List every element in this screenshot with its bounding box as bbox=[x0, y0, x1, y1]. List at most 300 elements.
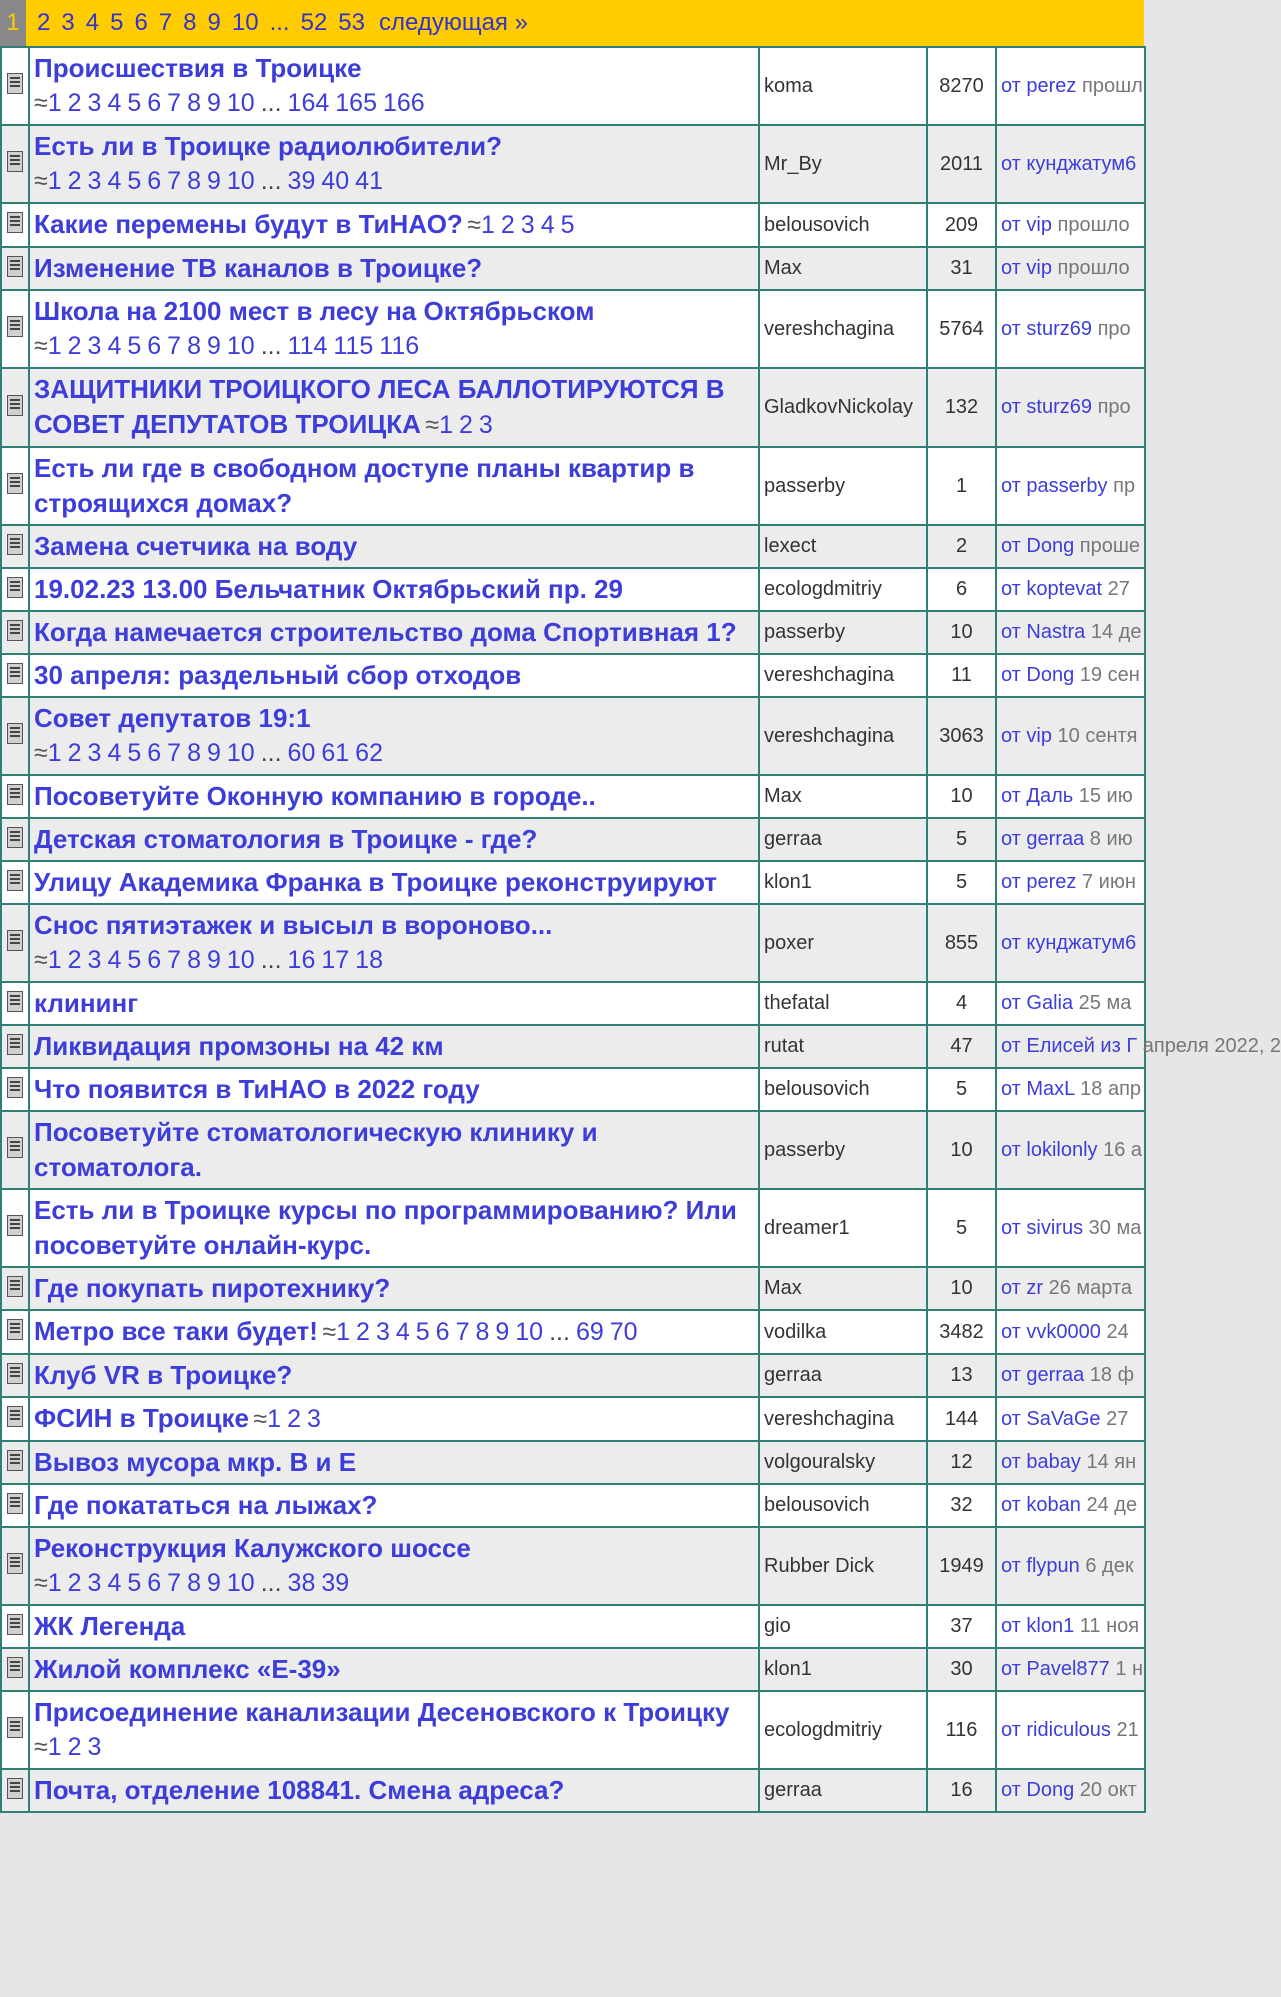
topic-author: gio bbox=[759, 1605, 927, 1648]
last-post-author-link[interactable]: от flypun bbox=[1001, 1554, 1080, 1577]
topic-row bbox=[1, 203, 1145, 247]
topic-page-link[interactable]: 3 bbox=[87, 332, 102, 360]
page-link[interactable]: 9 bbox=[207, 9, 221, 36]
topic-title-link[interactable]: 30 апреля: раздельный сбор отходов bbox=[34, 660, 522, 690]
topic-cell bbox=[29, 568, 759, 611]
last-post-author-link[interactable]: от gerraa bbox=[1001, 1364, 1085, 1386]
last-post-author-link[interactable]: от lokilonly bbox=[1001, 1138, 1098, 1161]
topic-icon-cell bbox=[1, 861, 29, 904]
topic-row bbox=[1, 654, 1145, 697]
page-links-tail bbox=[290, 9, 365, 37]
document-icon bbox=[7, 1717, 23, 1738]
topic-page-link[interactable]: 8 bbox=[187, 1569, 201, 1597]
last-post-author-link[interactable]: от Dong bbox=[1001, 1779, 1075, 1801]
topic-author: Mr_By bbox=[759, 125, 927, 203]
topic-page-link[interactable]: 3 bbox=[87, 1733, 102, 1761]
topic-page-link[interactable]: 2 bbox=[287, 1405, 301, 1433]
last-post-author-link[interactable]: от vip bbox=[1001, 257, 1052, 279]
page-link[interactable]: 8 bbox=[183, 9, 197, 36]
pages-ellipsis: ... bbox=[260, 332, 282, 360]
last-post-time: 1 н bbox=[1115, 1658, 1144, 1680]
topic-page-link[interactable]: 2 bbox=[500, 211, 515, 239]
topic-title-link[interactable]: Что появится в ТиНАО в 2022 году bbox=[34, 1074, 480, 1104]
topic-page-link[interactable]: 5 bbox=[127, 332, 142, 360]
topic-icon-cell bbox=[1, 611, 29, 654]
topic-title-link[interactable]: Есть ли в Троицке радиолюбители? bbox=[34, 131, 503, 161]
topic-page-links bbox=[34, 946, 389, 974]
topic-page-link[interactable]: 166 bbox=[382, 89, 425, 117]
topic-page-link[interactable]: 115 bbox=[333, 332, 374, 360]
topic-title-link[interactable]: Происшествия в Троицке bbox=[34, 53, 362, 83]
topic-author: koma bbox=[759, 47, 927, 125]
topic-page-link[interactable]: 4 bbox=[107, 167, 122, 195]
last-post-cell bbox=[996, 1189, 1145, 1267]
topic-title-link[interactable]: Есть ли в Троицке курсы по программированию? Или посоветуйте онлайн-курс. bbox=[34, 1195, 737, 1260]
document-icon bbox=[7, 1215, 23, 1236]
topic-page-link[interactable]: 1 bbox=[47, 89, 62, 117]
topic-title-link[interactable]: Почта, отделение 108841. Смена адреса? bbox=[34, 1775, 565, 1805]
topic-title-link[interactable]: Ликвидация промзоны на 42 км bbox=[34, 1031, 444, 1061]
pages-approx-icon: ≈ bbox=[34, 946, 48, 974]
last-post-author-link[interactable]: от Galia bbox=[1001, 992, 1074, 1014]
topic-cell bbox=[29, 654, 759, 697]
topic-cell bbox=[29, 818, 759, 861]
topic-cell bbox=[29, 290, 759, 368]
last-post-time: 19 сен bbox=[1079, 664, 1140, 686]
topic-page-link[interactable]: 5 bbox=[127, 1569, 142, 1597]
topic-page-link[interactable]: 165 bbox=[335, 89, 377, 117]
last-post-author-link[interactable]: от koptevat bbox=[1001, 578, 1103, 600]
page-link[interactable]: 2 bbox=[37, 9, 51, 36]
document-icon bbox=[7, 1406, 23, 1427]
topic-page-link[interactable]: 7 bbox=[167, 946, 182, 974]
topic-title-link[interactable]: Присоединение канализации Десеновского к Троицку bbox=[34, 1697, 730, 1727]
topic-title-link[interactable]: Вывоз мусора мкр. В и Е bbox=[34, 1447, 357, 1477]
last-post-cell bbox=[996, 1648, 1145, 1691]
pagination-ellipsis: ... bbox=[269, 9, 290, 36]
topic-row bbox=[1, 1648, 1145, 1691]
topic-row bbox=[1, 1310, 1145, 1354]
topic-page-link[interactable]: 4 bbox=[107, 1569, 122, 1597]
last-post-cell bbox=[996, 775, 1145, 818]
topic-page-link[interactable]: 3 bbox=[306, 1405, 321, 1433]
topic-page-link[interactable]: 41 bbox=[355, 167, 383, 195]
document-icon bbox=[7, 151, 23, 172]
last-post-time: 10 сентя bbox=[1057, 724, 1138, 747]
topic-page-link[interactable]: 3 bbox=[87, 1569, 102, 1597]
topic-page-link[interactable]: 4 bbox=[107, 946, 122, 974]
topic-page-links bbox=[425, 411, 498, 439]
topic-page-link[interactable]: 2 bbox=[67, 167, 82, 195]
last-post-author-link[interactable]: от SaVaGe bbox=[1001, 1407, 1101, 1430]
topic-page-link[interactable]: 4 bbox=[540, 211, 555, 239]
topic-page-link[interactable]: 8 bbox=[187, 946, 201, 974]
topic-page-link[interactable]: 9 bbox=[206, 89, 221, 117]
topic-page-link[interactable]: 10 bbox=[226, 1569, 255, 1597]
topic-page-link[interactable]: 1 bbox=[480, 211, 495, 239]
last-post-author-link[interactable]: от кунджатум6 bbox=[1001, 152, 1137, 175]
topic-page-link[interactable]: 16 bbox=[287, 946, 316, 974]
topic-page-link[interactable]: 9 bbox=[206, 1569, 221, 1597]
last-post-cell bbox=[996, 654, 1145, 697]
topic-page-link[interactable]: 10 bbox=[226, 332, 255, 360]
topic-title-link[interactable]: Школа на 2100 мест в лесу на Октябрьском bbox=[34, 296, 595, 326]
document-icon bbox=[7, 930, 23, 951]
topic-row bbox=[1, 818, 1145, 861]
last-post-author-link[interactable]: от sturz69 bbox=[1001, 317, 1092, 340]
topic-page-link[interactable]: 5 bbox=[415, 1318, 430, 1346]
topic-page-link[interactable]: 6 bbox=[147, 739, 162, 767]
topic-author: passerby bbox=[759, 447, 927, 525]
last-post-author-link[interactable]: от MaxL bbox=[1001, 1078, 1075, 1100]
topic-row bbox=[1, 247, 1145, 290]
topic-page-link[interactable]: 114 bbox=[287, 332, 328, 360]
topic-page-link[interactable]: 1 bbox=[439, 411, 454, 439]
last-post-cell bbox=[996, 611, 1145, 654]
topic-reply-count: 8270 bbox=[927, 47, 996, 125]
topic-icon-cell bbox=[1, 775, 29, 818]
pages-ellipsis: ... bbox=[260, 167, 282, 195]
last-post-author-link[interactable]: от babay bbox=[1001, 1451, 1081, 1473]
last-post-cell bbox=[996, 368, 1145, 447]
topic-author: belousovich bbox=[759, 203, 927, 247]
topic-title-link[interactable]: Изменение ТВ каналов в Троицке? bbox=[34, 253, 483, 283]
last-post-author-link[interactable]: от vip bbox=[1001, 213, 1052, 236]
topic-author: ecologdmitriy bbox=[759, 1691, 927, 1769]
topic-page-link[interactable]: 9 bbox=[206, 739, 221, 767]
document-icon bbox=[7, 316, 23, 337]
topic-page-link[interactable]: 2 bbox=[67, 1733, 82, 1761]
topic-icon-cell bbox=[1, 654, 29, 697]
topic-page-link[interactable]: 1 bbox=[47, 946, 62, 974]
topic-cell bbox=[29, 1484, 759, 1527]
last-post-time: прошл bbox=[1082, 74, 1143, 97]
topic-icon-cell bbox=[1, 818, 29, 861]
topic-page-link[interactable]: 7 bbox=[167, 332, 182, 360]
topic-page-link[interactable]: 1 bbox=[336, 1318, 351, 1346]
last-post-author-link[interactable]: от кунджатум6 bbox=[1001, 931, 1137, 954]
topic-title-link[interactable]: ЗАЩИТНИКИ ТРОИЦКОГО ЛЕСА БАЛЛОТИРУЮТСЯ В СОВЕТ ДЕПУТАТОВ ТРОИЦКА bbox=[34, 374, 725, 439]
topic-page-link[interactable]: 6 bbox=[147, 89, 162, 117]
topic-title-link[interactable]: Где покупать пиротехнику? bbox=[34, 1273, 391, 1303]
last-post-author-link[interactable]: от klon1 bbox=[1001, 1615, 1075, 1637]
last-post-time: прошло bbox=[1057, 213, 1130, 236]
topic-reply-count: 13 bbox=[927, 1354, 996, 1397]
topic-row bbox=[1, 982, 1145, 1025]
topic-author: Max bbox=[759, 775, 927, 818]
topic-page-link[interactable]: 38 bbox=[287, 1569, 316, 1597]
topic-page-link[interactable]: 7 bbox=[167, 89, 182, 117]
topic-page-link[interactable]: 40 bbox=[321, 167, 350, 195]
topic-page-link[interactable]: 60 bbox=[287, 739, 316, 767]
last-post-time: 8 ию bbox=[1089, 828, 1133, 850]
topic-title-link[interactable]: Снос пятиэтажек и высыл в вороново... bbox=[34, 910, 553, 940]
topic-title-link[interactable]: Какие перемены будут в ТиНАО? bbox=[34, 209, 463, 239]
topic-author: passerby bbox=[759, 611, 927, 654]
document-icon bbox=[7, 577, 23, 598]
pages-approx-icon: ≈ bbox=[34, 167, 48, 195]
page-link[interactable]: 3 bbox=[61, 9, 75, 36]
document-icon bbox=[7, 1319, 23, 1340]
last-post-cell bbox=[996, 1605, 1145, 1648]
document-icon bbox=[7, 1778, 23, 1799]
topic-page-link[interactable]: 62 bbox=[355, 739, 383, 767]
last-post-author-link[interactable]: от perez bbox=[1001, 74, 1077, 97]
page-link[interactable]: 10 bbox=[231, 9, 259, 36]
topic-icon-cell bbox=[1, 1111, 29, 1189]
last-post-time: 21 bbox=[1116, 1718, 1139, 1741]
topic-page-link[interactable]: 10 bbox=[226, 167, 255, 195]
topic-page-link[interactable]: 2 bbox=[67, 1569, 82, 1597]
topic-reply-count: 855 bbox=[927, 904, 996, 982]
topic-page-link[interactable]: 9 bbox=[206, 332, 221, 360]
topic-page-link[interactable]: 4 bbox=[107, 332, 122, 360]
topic-page-link[interactable]: 4 bbox=[107, 739, 122, 767]
topic-page-link[interactable]: 1 bbox=[47, 1569, 62, 1597]
topic-page-link[interactable]: 6 bbox=[147, 167, 162, 195]
topic-cell bbox=[29, 1397, 759, 1441]
pages-ellipsis: ... bbox=[260, 89, 282, 117]
topic-cell bbox=[29, 1068, 759, 1111]
topic-reply-count: 5 bbox=[927, 1068, 996, 1111]
topic-title-link[interactable]: ФСИН в Троицке bbox=[34, 1403, 249, 1433]
topic-page-link[interactable]: 7 bbox=[455, 1318, 470, 1346]
topic-page-links bbox=[467, 211, 580, 239]
last-post-author-link[interactable]: от passerby bbox=[1001, 474, 1108, 497]
topic-reply-count: 10 bbox=[927, 775, 996, 818]
page-link[interactable]: 5 bbox=[110, 9, 124, 36]
topic-page-link[interactable]: 61 bbox=[321, 739, 350, 767]
topic-reply-count: 5 bbox=[927, 818, 996, 861]
topic-page-link[interactable]: 3 bbox=[478, 411, 493, 439]
topic-page-link[interactable]: 7 bbox=[167, 739, 182, 767]
topic-page-link[interactable]: 6 bbox=[147, 332, 162, 360]
topic-icon-cell bbox=[1, 1605, 29, 1648]
pages-approx-icon: ≈ bbox=[253, 1405, 268, 1433]
next-page-link[interactable]: следующая » bbox=[379, 9, 528, 36]
document-icon bbox=[7, 827, 23, 848]
pages-ellipsis: ... bbox=[260, 1569, 282, 1597]
topic-title-link[interactable]: ЖК Легенда bbox=[34, 1611, 186, 1641]
topic-page-link[interactable]: 8 bbox=[187, 739, 201, 767]
topic-page-link[interactable]: 116 bbox=[379, 332, 420, 360]
topic-reply-count: 6 bbox=[927, 568, 996, 611]
topic-page-link[interactable]: 4 bbox=[395, 1318, 410, 1346]
topic-cell bbox=[29, 125, 759, 203]
topic-page-link[interactable]: 3 bbox=[87, 89, 102, 117]
topic-title-link[interactable]: Реконструкция Калужского шоссе bbox=[34, 1533, 471, 1563]
topic-author: ecologdmitriy bbox=[759, 568, 927, 611]
last-post-time: 16 а bbox=[1103, 1138, 1143, 1161]
last-post-time: апреля 2022, 2 bbox=[1142, 1035, 1281, 1057]
last-post-author-link[interactable]: от vip bbox=[1001, 724, 1052, 747]
topic-page-link[interactable]: 8 bbox=[187, 89, 201, 117]
topic-page-link[interactable]: 164 bbox=[287, 89, 330, 117]
topic-page-link[interactable]: 39 bbox=[321, 1569, 350, 1597]
topic-page-link[interactable]: 2 bbox=[67, 89, 82, 117]
last-post-author-link[interactable]: от Pavel877 bbox=[1001, 1658, 1110, 1680]
topic-row bbox=[1, 1484, 1145, 1527]
topic-title-link[interactable]: Метро все таки будет! bbox=[34, 1316, 318, 1346]
pages-ellipsis: ... bbox=[260, 739, 282, 767]
topic-page-link[interactable]: 4 bbox=[107, 89, 122, 117]
topic-page-link[interactable]: 2 bbox=[356, 1318, 370, 1346]
topic-row bbox=[1, 1397, 1145, 1441]
last-post-cell bbox=[996, 203, 1145, 247]
topic-icon-cell bbox=[1, 1310, 29, 1354]
topic-page-link[interactable]: 6 bbox=[147, 1569, 162, 1597]
topic-page-link[interactable]: 3 bbox=[87, 946, 102, 974]
topic-row bbox=[1, 1527, 1145, 1605]
topic-title-link[interactable]: Совет депутатов 19:1 bbox=[34, 703, 311, 733]
last-post-cell bbox=[996, 1769, 1145, 1812]
topic-icon-cell bbox=[1, 1354, 29, 1397]
topic-page-link[interactable]: 70 bbox=[609, 1318, 638, 1346]
topic-page-link[interactable]: 69 bbox=[575, 1318, 604, 1346]
topic-page-link[interactable]: 10 bbox=[226, 739, 255, 767]
topic-page-link[interactable]: 1 bbox=[47, 332, 62, 360]
topic-title-link[interactable]: 19.02.23 13.00 Бельчатник Октябрьский пр. 29 bbox=[34, 574, 623, 604]
topic-author: vodilka bbox=[759, 1310, 927, 1354]
topic-title-link[interactable]: клининг bbox=[34, 988, 139, 1018]
topic-page-link[interactable]: 39 bbox=[287, 167, 316, 195]
page-link[interactable]: 53 bbox=[338, 9, 365, 36]
topic-title-link[interactable]: Детская стоматология в Троицке - где? bbox=[34, 824, 538, 854]
topic-author: klon1 bbox=[759, 1648, 927, 1691]
last-post-cell bbox=[996, 904, 1145, 982]
page-link[interactable]: 52 bbox=[300, 9, 328, 36]
topic-icon-cell bbox=[1, 1068, 29, 1111]
last-post-author-link[interactable]: от Nastra bbox=[1001, 621, 1086, 643]
topic-page-link[interactable]: 2 bbox=[459, 411, 473, 439]
last-post-time: про bbox=[1097, 396, 1131, 418]
topic-page-link[interactable]: 2 bbox=[67, 946, 82, 974]
topic-page-link[interactable]: 8 bbox=[187, 167, 201, 195]
document-icon bbox=[7, 991, 23, 1012]
last-post-author-link[interactable]: от Даль bbox=[1001, 785, 1074, 807]
last-post-author-link[interactable]: от zr bbox=[1001, 1277, 1044, 1299]
last-post-author-link[interactable]: от sivirus bbox=[1001, 1216, 1084, 1239]
topic-row bbox=[1, 1068, 1145, 1111]
topic-page-link[interactable]: 5 bbox=[560, 211, 575, 239]
topic-row bbox=[1, 1769, 1145, 1812]
topic-page-link[interactable]: 8 bbox=[475, 1318, 490, 1346]
last-post-cell bbox=[996, 1267, 1145, 1310]
topic-cell bbox=[29, 904, 759, 982]
topic-page-link[interactable]: 3 bbox=[520, 211, 535, 239]
last-post-author-link[interactable]: от gerraa bbox=[1001, 828, 1085, 850]
topic-page-link[interactable]: 1 bbox=[47, 167, 62, 195]
topic-row bbox=[1, 568, 1145, 611]
topic-page-link[interactable]: 3 bbox=[375, 1318, 390, 1346]
last-post-cell bbox=[996, 1441, 1145, 1484]
topic-author: vereshchagina bbox=[759, 290, 927, 368]
topic-icon-cell bbox=[1, 904, 29, 982]
last-post-author-link[interactable]: от koban bbox=[1001, 1494, 1081, 1516]
document-icon bbox=[7, 870, 23, 891]
topic-reply-count: 31 bbox=[927, 247, 996, 290]
last-post-cell bbox=[996, 861, 1145, 904]
topic-title-link[interactable]: Посоветуйте стоматологическую клинику и стоматолога. bbox=[34, 1117, 598, 1182]
topic-page-link[interactable]: 9 bbox=[206, 167, 221, 195]
topic-page-link[interactable]: 6 bbox=[435, 1318, 450, 1346]
topic-page-link[interactable]: 3 bbox=[87, 167, 102, 195]
topic-page-link[interactable]: 7 bbox=[167, 1569, 182, 1597]
topic-title-link[interactable]: Посоветуйте Оконную компанию в городе.. bbox=[34, 781, 596, 811]
topic-cell bbox=[29, 775, 759, 818]
last-post-cell bbox=[996, 818, 1145, 861]
topic-page-link[interactable]: 8 bbox=[187, 332, 201, 360]
topic-reply-count: 10 bbox=[927, 1267, 996, 1310]
topic-page-link[interactable]: 9 bbox=[206, 946, 221, 974]
last-post-author-link[interactable]: от ridiculous bbox=[1001, 1718, 1111, 1741]
topic-icon-cell bbox=[1, 47, 29, 125]
last-post-cell bbox=[996, 1310, 1145, 1354]
page-link[interactable]: 7 bbox=[158, 9, 173, 36]
page-link[interactable]: 6 bbox=[134, 9, 148, 36]
topic-row bbox=[1, 525, 1145, 568]
topic-title-link[interactable]: Улицу Академика Франка в Троицке реконструируют bbox=[34, 867, 718, 897]
last-post-author-link[interactable]: от Dong bbox=[1001, 664, 1075, 686]
topic-page-link[interactable]: 5 bbox=[127, 167, 142, 195]
topic-title-link[interactable]: Где покататься на лыжах? bbox=[34, 1490, 378, 1520]
topic-page-link[interactable]: 5 bbox=[127, 946, 142, 974]
topic-title-link[interactable]: Замена счетчика на воду bbox=[34, 531, 358, 561]
last-post-author-link[interactable]: от perez bbox=[1001, 871, 1077, 893]
page-links bbox=[26, 9, 259, 37]
topic-page-link[interactable]: 1 bbox=[47, 1733, 62, 1761]
last-post-author-link[interactable]: от vvk0000 bbox=[1001, 1320, 1101, 1343]
pages-approx-icon: ≈ bbox=[34, 1733, 48, 1761]
topic-page-link[interactable]: 1 bbox=[267, 1405, 282, 1433]
topic-page-link[interactable]: 5 bbox=[127, 89, 142, 117]
topic-reply-count: 5 bbox=[927, 1189, 996, 1267]
document-icon bbox=[7, 1450, 23, 1471]
topic-title-link[interactable]: Жилой комплекс «Е-39» bbox=[34, 1654, 341, 1684]
last-post-author-link[interactable]: от Dong bbox=[1001, 535, 1075, 557]
topic-reply-count: 2011 bbox=[927, 125, 996, 203]
topic-title-link[interactable]: Есть ли где в свободном доступе планы квартир в строящихся домах? bbox=[34, 453, 695, 518]
topic-page-link[interactable]: 18 bbox=[355, 946, 383, 974]
topic-table bbox=[0, 46, 1281, 1813]
topic-author: passerby bbox=[759, 1111, 927, 1189]
topic-author: belousovich bbox=[759, 1484, 927, 1527]
topic-page-link[interactable]: 3 bbox=[87, 739, 102, 767]
topic-page-link[interactable]: 2 bbox=[67, 739, 82, 767]
topic-page-link[interactable]: 2 bbox=[67, 332, 82, 360]
topic-page-link[interactable]: 5 bbox=[127, 739, 142, 767]
topic-page-link[interactable]: 6 bbox=[147, 946, 162, 974]
page-link[interactable]: 4 bbox=[85, 9, 100, 36]
topic-page-link[interactable]: 10 bbox=[226, 946, 255, 974]
last-post-author-link[interactable]: от sturz69 bbox=[1001, 396, 1092, 418]
topic-cell bbox=[29, 203, 759, 247]
topic-title-link[interactable]: Когда намечается строительство дома Спортивная 1? bbox=[34, 617, 737, 647]
topic-cell bbox=[29, 1769, 759, 1812]
topic-page-link[interactable]: 10 bbox=[515, 1318, 544, 1346]
topic-author: vereshchagina bbox=[759, 1397, 927, 1441]
topic-row bbox=[1, 775, 1145, 818]
topic-title-link[interactable]: Клуб VR в Троицке? bbox=[34, 1360, 293, 1390]
topic-page-link[interactable]: 9 bbox=[495, 1318, 510, 1346]
topic-page-link[interactable]: 7 bbox=[167, 167, 182, 195]
last-post-cell bbox=[996, 290, 1145, 368]
topic-page-link[interactable]: 17 bbox=[321, 946, 350, 974]
topic-page-link[interactable]: 1 bbox=[47, 739, 62, 767]
topic-page-link[interactable]: 10 bbox=[226, 89, 255, 117]
last-post-author-link[interactable]: от Елисей из Г bbox=[1001, 1035, 1138, 1057]
topic-cell bbox=[29, 368, 759, 447]
